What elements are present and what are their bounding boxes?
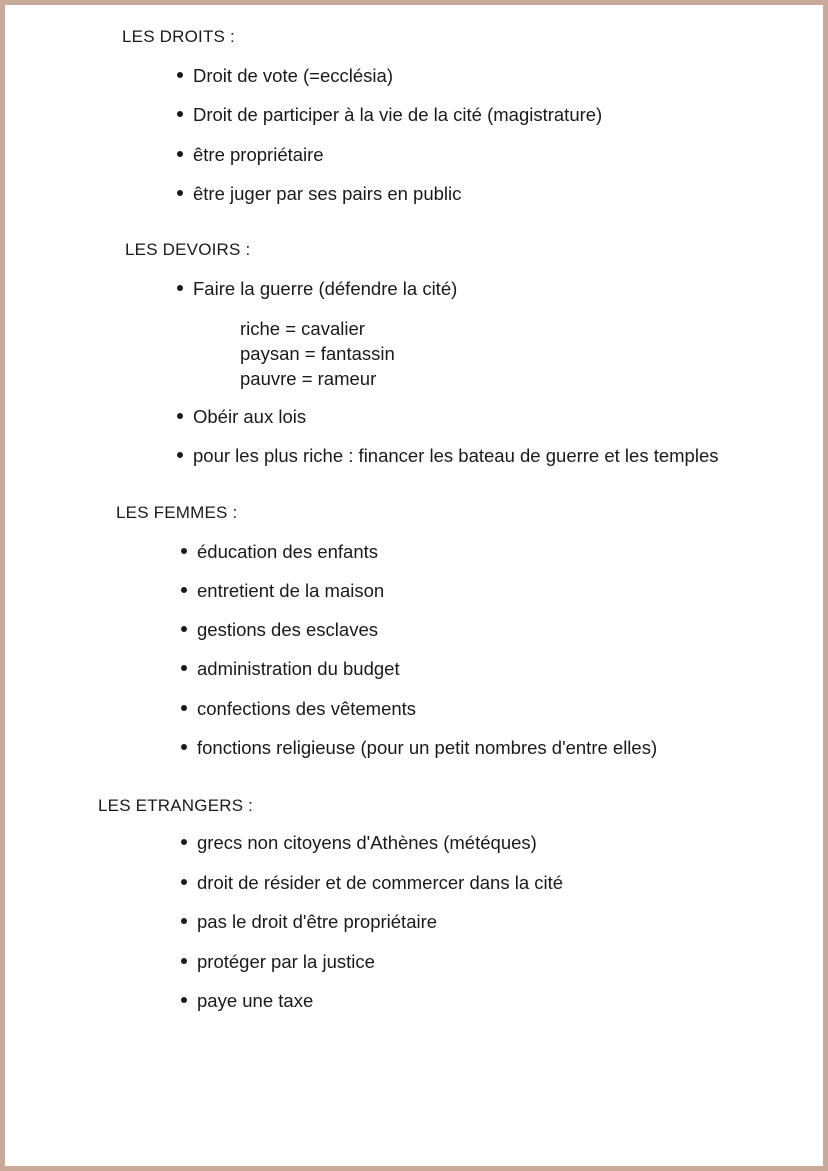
- sub-item: riche = cavalier: [240, 318, 365, 339]
- list-item: Faire la guerre (défendre la cité): [177, 278, 457, 300]
- list-item: Obéir aux lois: [177, 406, 306, 428]
- sub-item: pauvre = rameur: [240, 368, 377, 389]
- list-item: droit de résider et de commercer dans la cité: [181, 872, 563, 894]
- bullet-icon: [181, 665, 187, 671]
- list-item: Droit de participer à la vie de la cité (magistrature): [177, 104, 602, 126]
- sub-item: paysan = fantassin: [240, 343, 395, 364]
- bullet-icon: [177, 151, 183, 157]
- section-heading-etrangers: LES ETRANGERS :: [98, 796, 254, 815]
- bullet-icon: [177, 190, 183, 196]
- bullet-icon: [177, 413, 183, 419]
- list-item: protéger par la justice: [181, 951, 375, 973]
- bullet-icon: [181, 548, 187, 554]
- list-item: paye une taxe: [181, 990, 313, 1012]
- list-item: éducation des enfants: [181, 541, 378, 563]
- bullet-icon: [181, 587, 187, 593]
- section-heading-devoirs: LES DEVOIRS :: [125, 240, 251, 259]
- bullet-icon: [177, 452, 183, 458]
- bullet-icon: [181, 958, 187, 964]
- bullet-icon: [181, 918, 187, 924]
- list-item: pour les plus riche : financer les bateau de guerre et les temples: [177, 445, 719, 467]
- list-item: grecs non citoyens d'Athènes (météques): [181, 832, 537, 854]
- list-item: être propriétaire: [177, 144, 324, 166]
- bullet-icon: [181, 744, 187, 750]
- list-item: confections des vêtements: [181, 698, 416, 720]
- list-item: Droit de vote (=ecclésia): [177, 65, 393, 87]
- bullet-icon: [177, 72, 183, 78]
- list-item: pas le droit d'être propriétaire: [181, 911, 437, 933]
- list-item: fonctions religieuse (pour un petit nombres d'entre elles): [181, 737, 657, 759]
- bullet-icon: [177, 285, 183, 291]
- bullet-icon: [181, 705, 187, 711]
- bullet-icon: [181, 879, 187, 885]
- list-item: administration du budget: [181, 658, 400, 680]
- bullet-icon: [181, 997, 187, 1003]
- bullet-icon: [177, 111, 183, 117]
- bullet-icon: [181, 626, 187, 632]
- list-item: être juger par ses pairs en public: [177, 183, 461, 205]
- list-item: gestions des esclaves: [181, 619, 378, 641]
- bullet-icon: [181, 839, 187, 845]
- list-item: entretient de la maison: [181, 580, 384, 602]
- section-heading-droits: LES DROITS :: [122, 27, 235, 46]
- section-heading-femmes: LES FEMMES :: [116, 503, 238, 522]
